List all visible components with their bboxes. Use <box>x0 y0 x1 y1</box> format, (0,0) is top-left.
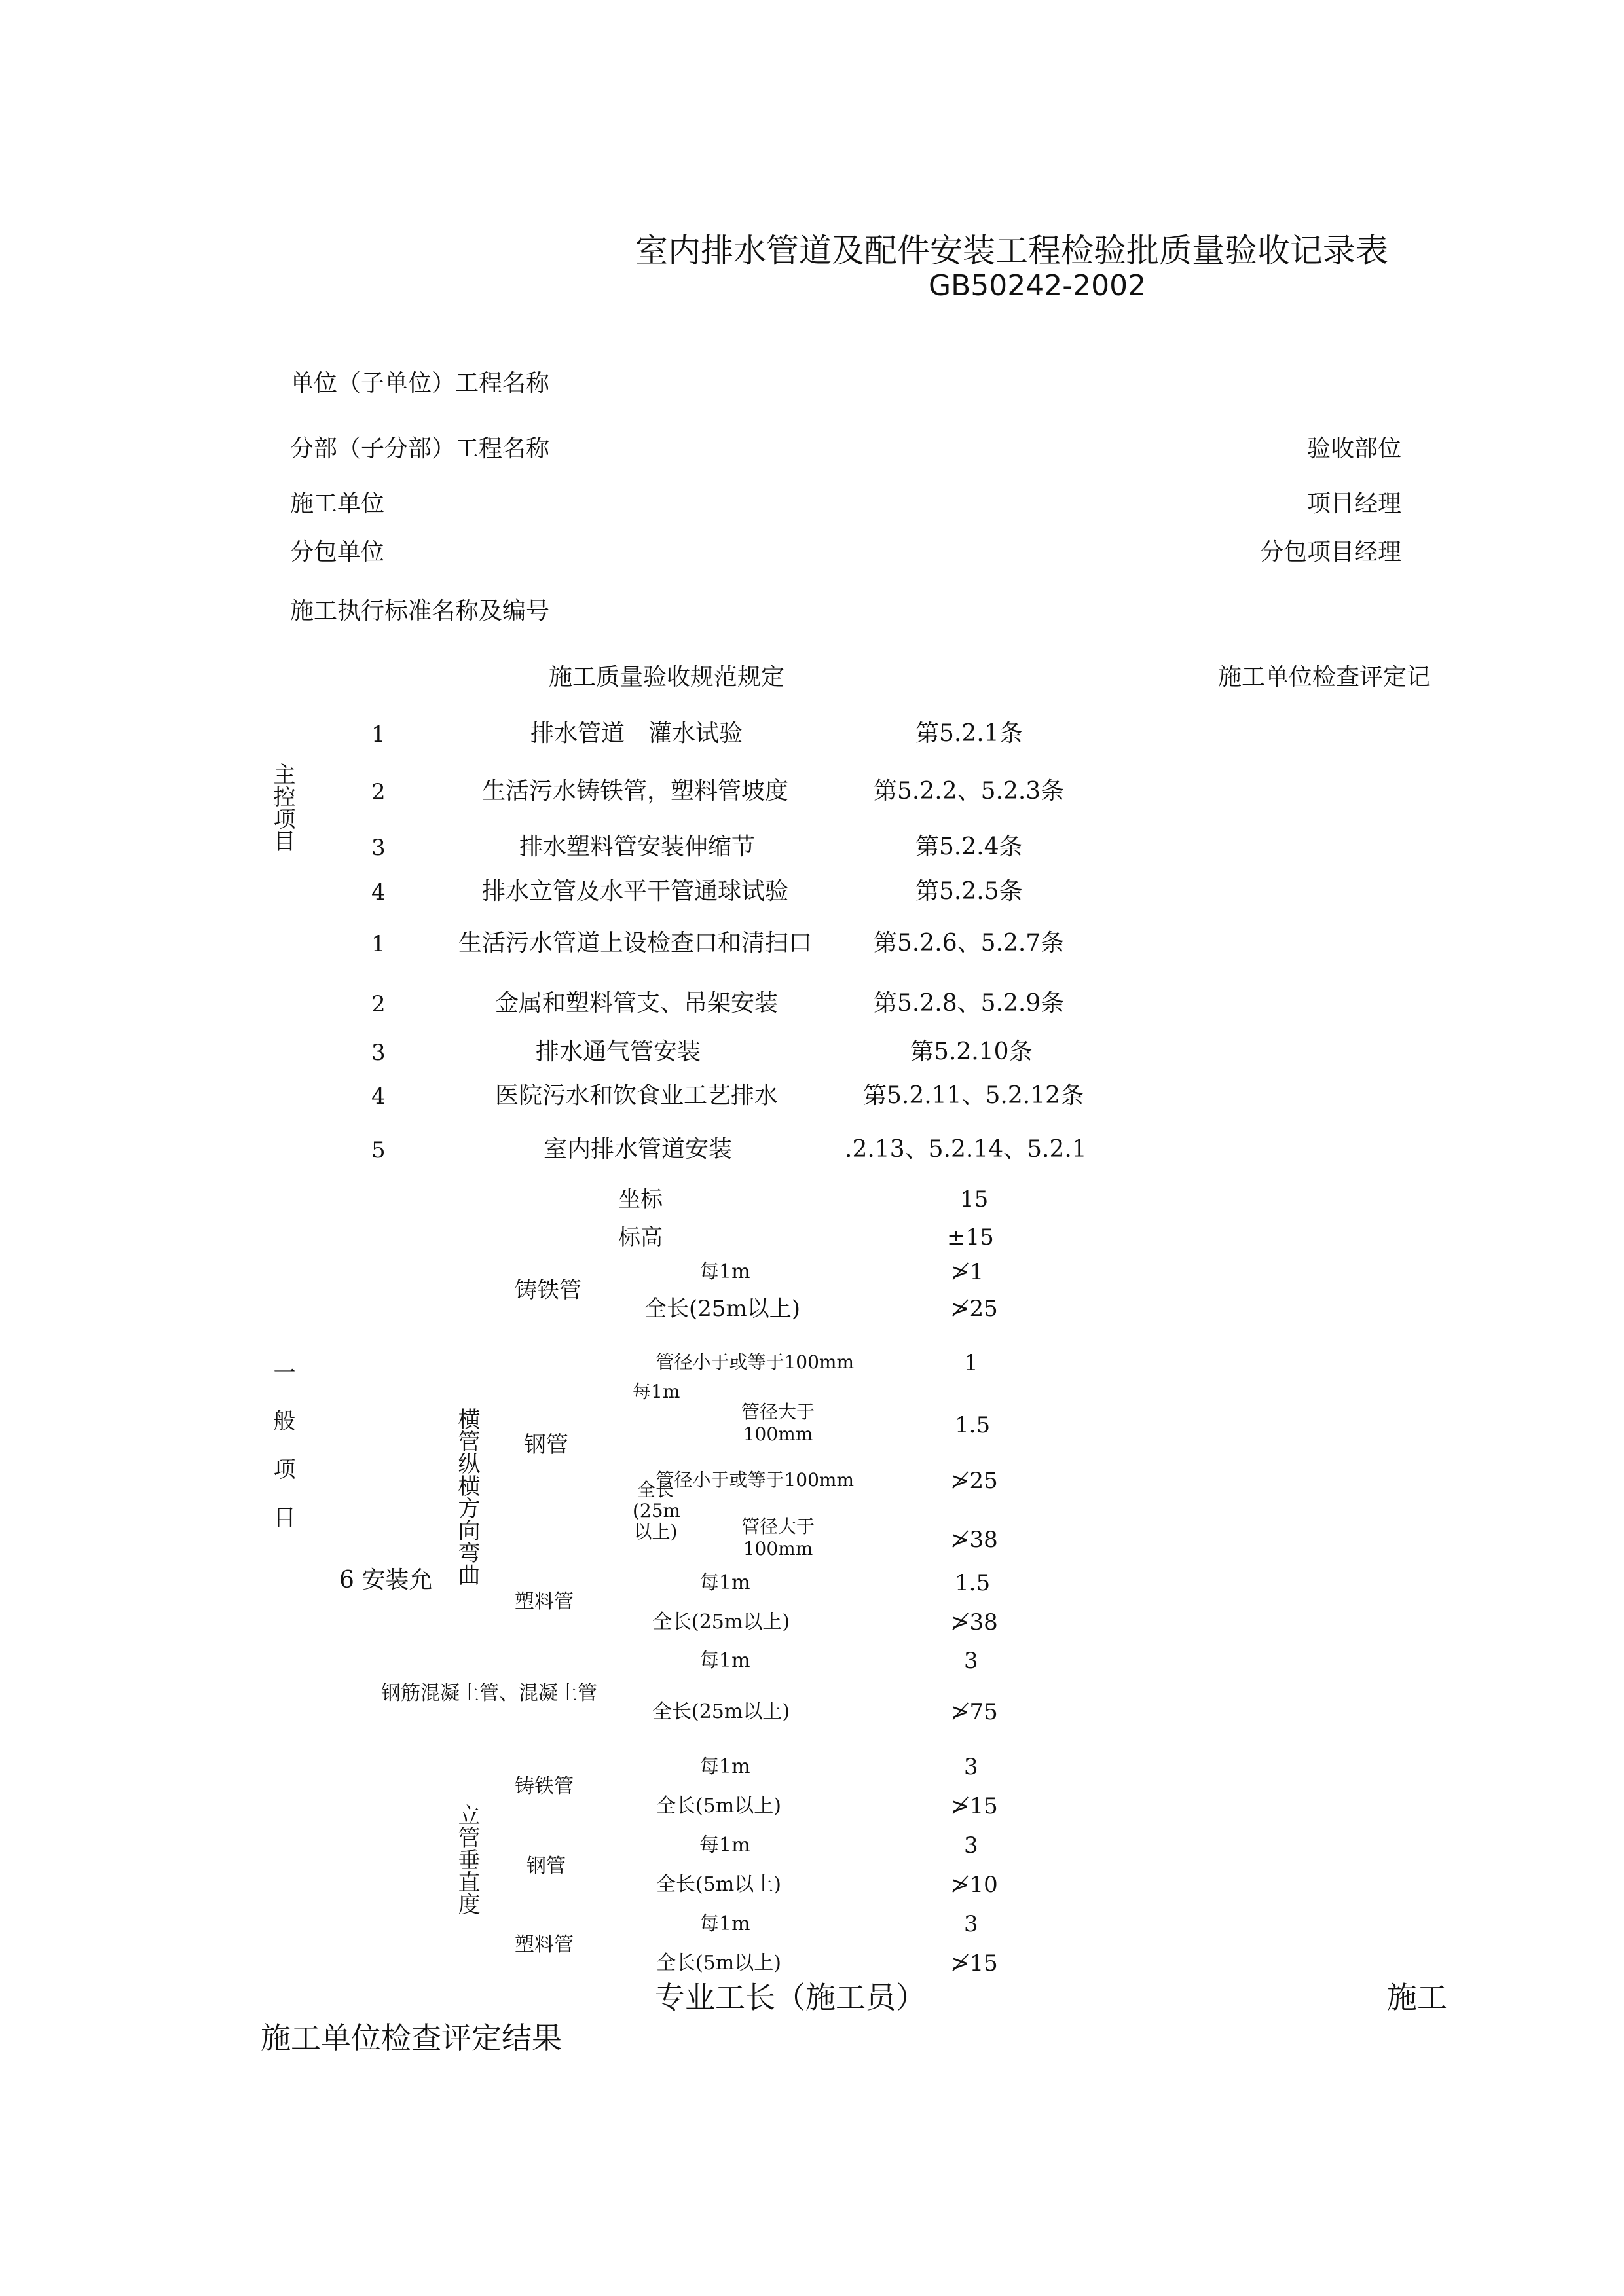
main-row-name: 生活污水铸铁管，塑料管坡度 <box>482 778 789 805</box>
general-row-name: 排水通气管安装 <box>536 1038 701 1065</box>
general-row-clause: 第5.2.10条 <box>910 1038 1033 1065</box>
page-title: 室内排水管道及配件安装工程检验批质量验收记录表 <box>635 232 1388 270</box>
plastic-v-full-value: ≯15 <box>951 1950 998 1977</box>
horizontal-label: 横管纵横方向弯曲 <box>454 1408 480 1586</box>
steel-h-c-label: 管径小于或等于100mm <box>655 1469 854 1491</box>
sub-project-manager-label: 分包项目经理 <box>1260 539 1402 566</box>
steel-v-full-value: ≯10 <box>951 1872 998 1898</box>
elevation-label: 标高 <box>618 1224 663 1250</box>
steel-h-full-label: 全长(25m以上) <box>633 1479 681 1543</box>
subcontractor-label: 分包单位 <box>290 539 385 566</box>
spec-header: 施工质量验收规范规定 <box>549 664 785 691</box>
main-row-name: 排水立管及水平干管通球试验 <box>482 878 789 905</box>
vertical-label: 立管垂直度 <box>454 1804 480 1915</box>
steel-v-per-m-label: 每1m <box>699 1834 750 1857</box>
concrete-h-full-value: ≯75 <box>951 1699 998 1725</box>
coord-label: 坐标 <box>618 1186 663 1212</box>
general-row-no: 4 <box>371 1084 386 1110</box>
steel-v-per-m-value: 3 <box>964 1832 978 1859</box>
plastic-h-full-value: ≯38 <box>951 1609 998 1635</box>
plastic-v-per-m-label: 每1m <box>699 1912 750 1935</box>
concrete-h-per-m-value: 3 <box>964 1648 978 1674</box>
concrete-h-per-m-label: 每1m <box>699 1649 750 1672</box>
cast-iron-v-per-m-value: 3 <box>964 1754 978 1780</box>
general-row-no: 3 <box>371 1040 386 1066</box>
general-items-group-label: 一般项目 <box>269 1360 295 1554</box>
steel-h-c-value: ≯25 <box>951 1468 998 1494</box>
plastic-v-per-m-value: 3 <box>964 1911 978 1937</box>
cast-iron-h-label: 铸铁管 <box>515 1277 581 1303</box>
main-row-name: 排水塑料管安装伸缩节 <box>519 833 756 860</box>
cast-iron-h-full-value: ≯25 <box>951 1296 998 1322</box>
main-row-clause: 第5.2.4条 <box>915 833 1023 860</box>
standard-label: 施工执行标准名称及编号 <box>290 598 550 625</box>
unit-project-label: 单位（子单位）工程名称 <box>290 370 550 397</box>
elevation-value: ±15 <box>947 1224 994 1250</box>
cast-iron-h-per-m-label: 每1m <box>699 1260 750 1283</box>
steel-h-d-value: ≯38 <box>951 1527 998 1553</box>
footer-right-label: 施工 <box>1387 1980 1447 2015</box>
general-row-name: 室内排水管道安装 <box>544 1136 733 1163</box>
main-row-no: 4 <box>371 879 386 905</box>
general-row-name: 生活污水管道上设检查口和清扫口 <box>458 930 813 957</box>
item6-label: 6 安装允 <box>339 1567 433 1594</box>
sub-project-label: 分部（子分部）工程名称 <box>290 435 550 462</box>
foreman-label: 专业工长（施工员） <box>655 1980 926 2015</box>
concrete-h-label: 钢筋混凝土管、混凝土管 <box>381 1682 597 1705</box>
general-row-clause: 第5.2.11、5.2.12条 <box>863 1082 1084 1109</box>
cast-iron-h-per-m-value: ≯1 <box>951 1259 984 1285</box>
steel-h-a-label: 管径小于或等于100mm <box>655 1351 854 1373</box>
cast-iron-h-full-label: 全长(25m以上) <box>644 1296 801 1322</box>
main-row-no: 3 <box>371 835 386 861</box>
acceptance-part-label: 验收部位 <box>1307 435 1402 462</box>
plastic-v-full-label: 全长(5m以上) <box>656 1952 781 1975</box>
general-row-no: 2 <box>371 991 386 1017</box>
general-row-name: 医院污水和饮食业工艺排水 <box>495 1082 779 1109</box>
steel-v-label: 钢管 <box>526 1855 566 1878</box>
concrete-h-full-label: 全长(25m以上) <box>652 1700 790 1723</box>
steel-h-b-value: 1.5 <box>955 1412 991 1438</box>
general-row-clause: 第5.2.8、5.2.9条 <box>874 990 1065 1017</box>
plastic-h-per-m-value: 1.5 <box>955 1570 991 1596</box>
steel-h-b-label: 管径大于100mm <box>741 1401 815 1445</box>
general-row-no: 5 <box>371 1137 386 1163</box>
plastic-v-label: 塑料管 <box>515 1933 574 1956</box>
main-row-no: 2 <box>371 779 386 805</box>
cast-iron-v-per-m-label: 每1m <box>699 1755 750 1778</box>
project-manager-label: 项目经理 <box>1307 490 1402 517</box>
main-row-clause: 第5.2.1条 <box>915 720 1023 747</box>
steel-h-per-m-label: 每1m <box>633 1381 680 1402</box>
cast-iron-v-full-value: ≯15 <box>951 1793 998 1819</box>
main-row-clause: 第5.2.2、5.2.3条 <box>874 778 1065 805</box>
steel-v-full-label: 全长(5m以上) <box>656 1873 781 1896</box>
result-label: 施工单位检查评定结果 <box>261 2020 562 2056</box>
check-header: 施工单位检查评定记 <box>1218 664 1431 691</box>
general-row-name: 金属和塑料管支、吊架安装 <box>495 990 779 1017</box>
steel-h-label: 钢管 <box>524 1432 568 1458</box>
main-row-name: 排水管道 灌水试验 <box>530 720 743 747</box>
coord-value: 15 <box>960 1186 989 1212</box>
plastic-h-per-m-label: 每1m <box>699 1571 750 1594</box>
plastic-h-full-label: 全长(25m以上) <box>652 1611 790 1633</box>
cast-iron-v-full-label: 全长(5m以上) <box>656 1795 781 1817</box>
steel-h-a-value: 1 <box>964 1350 978 1376</box>
main-items-group-label: 主控项目 <box>269 763 295 852</box>
main-row-no: 1 <box>371 721 386 748</box>
cast-iron-v-label: 铸铁管 <box>515 1775 574 1798</box>
standard-code: GB50242-2002 <box>929 269 1147 302</box>
plastic-h-label: 塑料管 <box>515 1590 574 1613</box>
contractor-label: 施工单位 <box>290 490 385 517</box>
general-row-clause: 第5.2.6、5.2.7条 <box>874 930 1065 957</box>
main-row-clause: 第5.2.5条 <box>915 878 1023 905</box>
general-row-clause: .2.13、5.2.14、5.2.1 <box>845 1136 1087 1163</box>
steel-h-d-label: 管径大于100mm <box>741 1516 815 1559</box>
general-row-no: 1 <box>371 931 386 957</box>
